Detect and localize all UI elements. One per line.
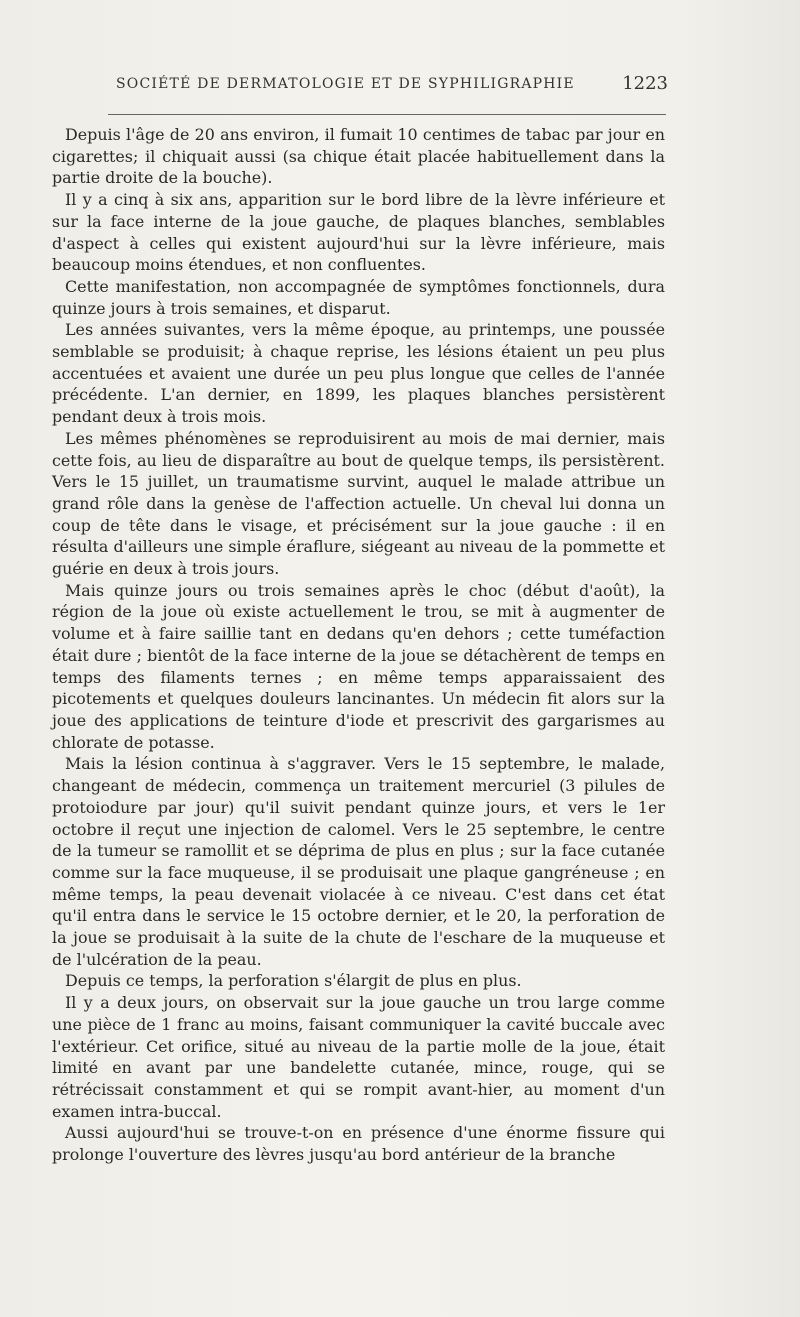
header-title: SOCIÉTÉ DE DERMATOLOGIE ET DE SYPHILIGRAPHIE (116, 76, 575, 92)
paragraph: Les mêmes phénomènes se reproduisirent au mois de mai dernier, mais cette fois, au lieu de disparaître au bout de quelque temps, ils persistèrent. Vers le 15 juillet, un traumatisme survint, auquel le malade attribue un grand rôle dans la genèse de l'affection actuelle. Un cheval lui donna un coup de tête dans le visage, et précisément sur la joue gauche : il en résulta d'ailleurs une simple éraflure, siégeant au niveau de la pommette et guérie en deux à trois jours. (52, 428, 665, 579)
paragraph: Il y a deux jours, on observait sur la joue gauche un trou large comme une pièce de 1 franc au moins, faisant communiquer la cavité buccale avec l'extérieur. Cet orifice, situé au niveau de la partie molle de la joue, était limité en avant par une bandelette cutanée, mince, rouge, qui se rétrécissait constamment et qui se rompit avant-hier, au moment d'un examen intra-buccal. (52, 993, 665, 1121)
paragraph: Depuis l'âge de 20 ans environ, il fumait 10 centimes de tabac par jour en cigarettes; il chiquait aussi (sa chique était placée habituellement dans la partie droite de la bouche). (52, 125, 665, 188)
running-header (116, 73, 668, 102)
paragraph: Mais quinze jours ou trois semaines après le choc (début d'août), la région de la joue où existe actuellement le trou, se mit à augmenter de volume et à faire saillie tant en dedans qu'en dehors ; cette tuméfaction était dure ; bientôt de la face interne de la joue se détachèrent de temps en temps des filaments ternes ; en même temps apparaissaient des picotements et quelques douleurs lancinantes. Un médecin fit alors sur la joue des applications de teinture d'iode et prescrivit des gargarismes au chlorate de potasse. (52, 580, 665, 752)
paragraph: Il y a cinq à six ans, apparition sur le bord libre de la lèvre inférieure et sur la face interne de la joue gauche, de plaques blanches, semblables d'aspect à celles qui existent aujourd'hui sur la lèvre inférieure, mais beaucoup moins étendues, et non confluentes. (52, 190, 665, 275)
body-text (52, 124, 665, 1166)
paragraph: Les années suivantes, vers la même époque, au printemps, une poussée semblable se produisit; à chaque reprise, les lésions étaient un peu plus accentuées et avaient une durée un peu plus longue que celles de l'année précédente. L'an dernier, en 1899, les plaques blanches persistèrent pendant deux à trois mois. (52, 320, 665, 427)
paragraph: Depuis ce temps, la perforation s'élargit de plus en plus. (65, 971, 522, 991)
header-rule (108, 114, 666, 115)
paragraph: Cette manifestation, non accompagnée de symptômes fonctionnels, dura quinze jours à trois semaines, et disparut. (52, 276, 665, 318)
page-number: 1223 (622, 73, 668, 94)
paragraph: Mais la lésion continua à s'aggraver. Vers le 15 septembre, le malade, changeant de médecin, commença un traitement mercuriel (3 pilules de protoiodure par jour) qu'il suivit pendant quinze jours, et vers le 1er octobre il reçut une injection de calomel. Vers le 25 septembre, le centre de la tumeur se ramollit et se déprima de plus en plus ; sur la face cutanée comme sur la face muqueuse, il se produisait une plaque gangréneuse ; en même temps, la peau devenait violacée à ce niveau. C'est dans cet état qu'il entra dans le service le 15 octobre dernier, et le 20, la perforation de la joue se produisait à la suite de la chute de l'eschare de la muqueuse et de l'ulcération de la peau. (52, 754, 665, 969)
paragraph: Aussi aujourd'hui se trouve-t-on en présence d'une énorme fissure qui prolonge l'ouverture des lèvres jusqu'au bord antérieur de la branche (52, 1123, 665, 1165)
